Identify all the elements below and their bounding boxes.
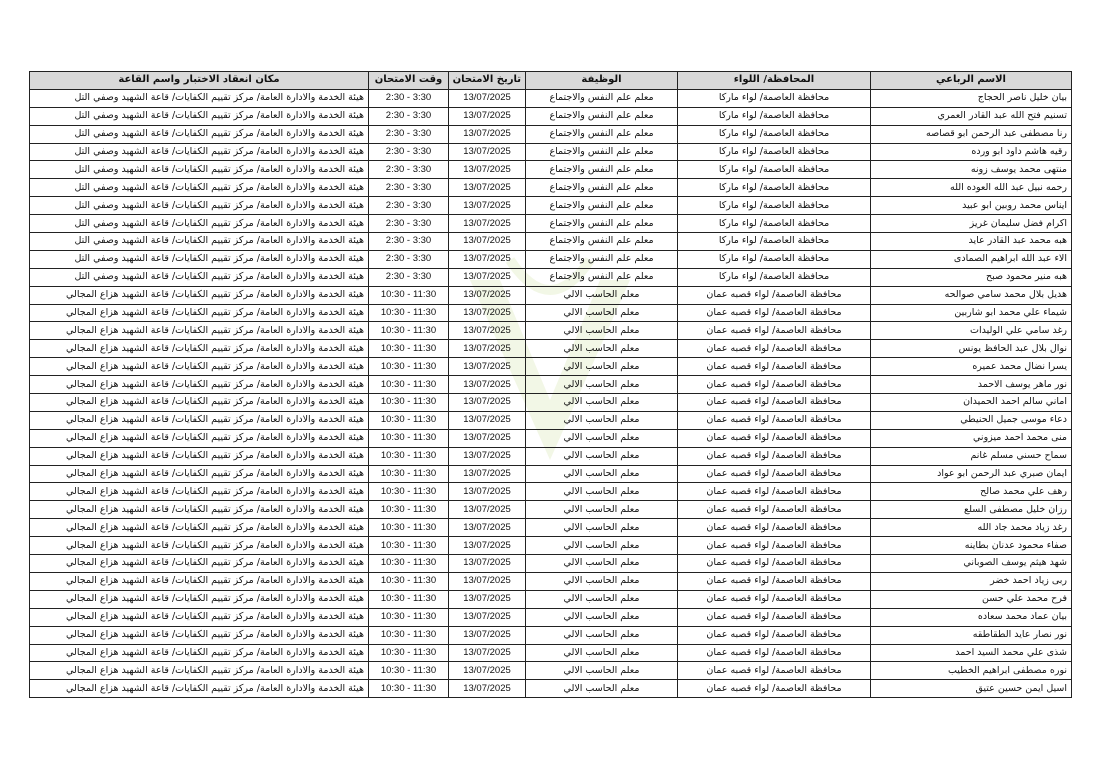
table-row bbox=[30, 197, 1072, 215]
cell-date: 13/07/2025 bbox=[449, 233, 526, 251]
table-row bbox=[30, 411, 1072, 429]
table-row bbox=[30, 465, 1072, 483]
cell-time: 10:30 - 11:30 bbox=[369, 322, 449, 340]
table-header-row bbox=[30, 72, 1072, 90]
cell-place: هيئة الخدمة والادارة العامة/ مركز تقييم الكفايات/ قاعة الشهيد وصفي التل bbox=[30, 268, 369, 286]
cell-place: هيئة الخدمة والادارة العامة/ مركز تقييم الكفايات/ قاعة الشهيد هزاع المجالي bbox=[30, 626, 369, 644]
cell-name: رحمه نبيل عبد الله العوده الله bbox=[871, 179, 1072, 197]
cell-job: معلم علم النفس والاجتماع bbox=[526, 179, 678, 197]
cell-date: 13/07/2025 bbox=[449, 537, 526, 555]
cell-date: 13/07/2025 bbox=[449, 143, 526, 161]
cell-governorate: محافظة العاصمة/ لواء ماركا bbox=[678, 161, 871, 179]
cell-governorate: محافظة العاصمة/ لواء قصبه عمان bbox=[678, 590, 871, 608]
cell-name: بيان خليل ناصر الحجاج bbox=[871, 89, 1072, 107]
cell-job: معلم علم النفس والاجتماع bbox=[526, 268, 678, 286]
cell-date: 13/07/2025 bbox=[449, 429, 526, 447]
cell-governorate: محافظة العاصمة/ لواء قصبه عمان bbox=[678, 608, 871, 626]
cell-governorate: محافظة العاصمة/ لواء قصبه عمان bbox=[678, 304, 871, 322]
cell-name: هبه محمد عبد القادر عايد bbox=[871, 233, 1072, 251]
cell-job: معلم علم النفس والاجتماع bbox=[526, 89, 678, 107]
cell-name: رقيه هاشم داود ابو ورده bbox=[871, 143, 1072, 161]
cell-time: 10:30 - 11:30 bbox=[369, 626, 449, 644]
cell-date: 13/07/2025 bbox=[449, 125, 526, 143]
cell-date: 13/07/2025 bbox=[449, 394, 526, 412]
cell-governorate: محافظة العاصمة/ لواء قصبه عمان bbox=[678, 340, 871, 358]
cell-place: هيئة الخدمة والادارة العامة/ مركز تقييم الكفايات/ قاعة الشهيد هزاع المجالي bbox=[30, 429, 369, 447]
cell-place: هيئة الخدمة والادارة العامة/ مركز تقييم الكفايات/ قاعة الشهيد وصفي التل bbox=[30, 125, 369, 143]
cell-place: هيئة الخدمة والادارة العامة/ مركز تقييم الكفايات/ قاعة الشهيد هزاع المجالي bbox=[30, 537, 369, 555]
cell-time: 10:30 - 11:30 bbox=[369, 501, 449, 519]
cell-time: 10:30 - 11:30 bbox=[369, 340, 449, 358]
cell-job: معلم علم النفس والاجتماع bbox=[526, 161, 678, 179]
cell-governorate: محافظة العاصمة/ لواء قصبه عمان bbox=[678, 411, 871, 429]
cell-time: 2:30 - 3:30 bbox=[369, 197, 449, 215]
cell-date: 13/07/2025 bbox=[449, 662, 526, 680]
cell-date: 13/07/2025 bbox=[449, 304, 526, 322]
cell-time: 2:30 - 3:30 bbox=[369, 107, 449, 125]
cell-job: معلم الحاسب الالي bbox=[526, 358, 678, 376]
cell-governorate: محافظة العاصمة/ لواء قصبه عمان bbox=[678, 429, 871, 447]
cell-name: رغد زياد محمد جاد الله bbox=[871, 519, 1072, 537]
header-place: مكان انعقاد الاختبار واسم القاعة bbox=[30, 72, 369, 90]
cell-job: معلم علم النفس والاجتماع bbox=[526, 107, 678, 125]
cell-job: معلم الحاسب الالي bbox=[526, 555, 678, 573]
cell-governorate: محافظة العاصمة/ لواء قصبه عمان bbox=[678, 447, 871, 465]
cell-date: 13/07/2025 bbox=[449, 626, 526, 644]
table-row bbox=[30, 358, 1072, 376]
table-row bbox=[30, 376, 1072, 394]
cell-place: هيئة الخدمة والادارة العامة/ مركز تقييم الكفايات/ قاعة الشهيد هزاع المجالي bbox=[30, 286, 369, 304]
cell-place: هيئة الخدمة والادارة العامة/ مركز تقييم الكفايات/ قاعة الشهيد هزاع المجالي bbox=[30, 644, 369, 662]
cell-date: 13/07/2025 bbox=[449, 179, 526, 197]
cell-date: 13/07/2025 bbox=[449, 572, 526, 590]
cell-place: هيئة الخدمة والادارة العامة/ مركز تقييم الكفايات/ قاعة الشهيد هزاع المجالي bbox=[30, 662, 369, 680]
cell-name: نوال بلال عبد الحافظ يونس bbox=[871, 340, 1072, 358]
cell-time: 10:30 - 11:30 bbox=[369, 662, 449, 680]
exam-schedule-table bbox=[29, 71, 1072, 698]
cell-governorate: محافظة العاصمة/ لواء قصبه عمان bbox=[678, 555, 871, 573]
table-row bbox=[30, 233, 1072, 251]
cell-place: هيئة الخدمة والادارة العامة/ مركز تقييم الكفايات/ قاعة الشهيد هزاع المجالي bbox=[30, 447, 369, 465]
cell-governorate: محافظة العاصمة/ لواء ماركا bbox=[678, 143, 871, 161]
cell-name: منتهى محمد يوسف زونه bbox=[871, 161, 1072, 179]
cell-governorate: محافظة العاصمة/ لواء ماركا bbox=[678, 107, 871, 125]
cell-job: معلم الحاسب الالي bbox=[526, 465, 678, 483]
cell-date: 13/07/2025 bbox=[449, 680, 526, 698]
cell-time: 10:30 - 11:30 bbox=[369, 680, 449, 698]
header-job: الوظيفة bbox=[526, 72, 678, 90]
cell-job: معلم علم النفس والاجتماع bbox=[526, 233, 678, 251]
table-row bbox=[30, 89, 1072, 107]
cell-governorate: محافظة العاصمة/ لواء ماركا bbox=[678, 89, 871, 107]
cell-time: 10:30 - 11:30 bbox=[369, 286, 449, 304]
cell-place: هيئة الخدمة والادارة العامة/ مركز تقييم الكفايات/ قاعة الشهيد هزاع المجالي bbox=[30, 376, 369, 394]
cell-governorate: محافظة العاصمة/ لواء ماركا bbox=[678, 233, 871, 251]
cell-job: معلم علم النفس والاجتماع bbox=[526, 125, 678, 143]
cell-governorate: محافظة العاصمة/ لواء قصبه عمان bbox=[678, 537, 871, 555]
table-row bbox=[30, 250, 1072, 268]
header-governorate: المحافظة/ اللواء bbox=[678, 72, 871, 90]
cell-name: ربى زياد احمد خضر bbox=[871, 572, 1072, 590]
cell-job: معلم الحاسب الالي bbox=[526, 411, 678, 429]
table-row bbox=[30, 555, 1072, 573]
table-row bbox=[30, 429, 1072, 447]
cell-date: 13/07/2025 bbox=[449, 483, 526, 501]
cell-governorate: محافظة العاصمة/ لواء ماركا bbox=[678, 179, 871, 197]
cell-date: 13/07/2025 bbox=[449, 608, 526, 626]
cell-name: نوره مصطفى ابراهيم الخطيب bbox=[871, 662, 1072, 680]
table-row bbox=[30, 394, 1072, 412]
cell-place: هيئة الخدمة والادارة العامة/ مركز تقييم الكفايات/ قاعة الشهيد وصفي التل bbox=[30, 179, 369, 197]
cell-job: معلم الحاسب الالي bbox=[526, 429, 678, 447]
cell-name: هديل بلال محمد سامي صوالحه bbox=[871, 286, 1072, 304]
cell-name: شيماء علي محمد ابو شاربين bbox=[871, 304, 1072, 322]
cell-job: معلم الحاسب الالي bbox=[526, 394, 678, 412]
cell-date: 13/07/2025 bbox=[449, 519, 526, 537]
cell-time: 10:30 - 11:30 bbox=[369, 358, 449, 376]
cell-job: معلم الحاسب الالي bbox=[526, 322, 678, 340]
cell-time: 2:30 - 3:30 bbox=[369, 161, 449, 179]
cell-time: 10:30 - 11:30 bbox=[369, 447, 449, 465]
cell-place: هيئة الخدمة والادارة العامة/ مركز تقييم الكفايات/ قاعة الشهيد وصفي التل bbox=[30, 89, 369, 107]
cell-date: 13/07/2025 bbox=[449, 358, 526, 376]
cell-job: معلم الحاسب الالي bbox=[526, 304, 678, 322]
header-date: تاريخ الامتحان bbox=[449, 72, 526, 90]
cell-name: صفاء محمود عدنان بطاينه bbox=[871, 537, 1072, 555]
cell-time: 10:30 - 11:30 bbox=[369, 572, 449, 590]
cell-time: 10:30 - 11:30 bbox=[369, 590, 449, 608]
cell-job: معلم الحاسب الالي bbox=[526, 680, 678, 698]
table-row bbox=[30, 304, 1072, 322]
cell-governorate: محافظة العاصمة/ لواء قصبه عمان bbox=[678, 394, 871, 412]
cell-job: معلم الحاسب الالي bbox=[526, 501, 678, 519]
cell-place: هيئة الخدمة والادارة العامة/ مركز تقييم الكفايات/ قاعة الشهيد هزاع المجالي bbox=[30, 572, 369, 590]
cell-name: دعاء موسى جميل الحنيطي bbox=[871, 411, 1072, 429]
cell-time: 2:30 - 3:30 bbox=[369, 125, 449, 143]
table-row bbox=[30, 519, 1072, 537]
table-row bbox=[30, 125, 1072, 143]
cell-date: 13/07/2025 bbox=[449, 644, 526, 662]
cell-place: هيئة الخدمة والادارة العامة/ مركز تقييم الكفايات/ قاعة الشهيد هزاع المجالي bbox=[30, 501, 369, 519]
cell-job: معلم الحاسب الالي bbox=[526, 376, 678, 394]
cell-time: 2:30 - 3:30 bbox=[369, 179, 449, 197]
cell-name: رزان خليل مصطفى السلع bbox=[871, 501, 1072, 519]
cell-name: رهف علي محمد صالح bbox=[871, 483, 1072, 501]
cell-name: هبه منير محمود صبح bbox=[871, 268, 1072, 286]
cell-time: 2:30 - 3:30 bbox=[369, 268, 449, 286]
cell-place: هيئة الخدمة والادارة العامة/ مركز تقييم الكفايات/ قاعة الشهيد هزاع المجالي bbox=[30, 322, 369, 340]
cell-time: 10:30 - 11:30 bbox=[369, 644, 449, 662]
cell-date: 13/07/2025 bbox=[449, 590, 526, 608]
cell-time: 10:30 - 11:30 bbox=[369, 394, 449, 412]
cell-governorate: محافظة العاصمة/ لواء قصبه عمان bbox=[678, 483, 871, 501]
table-row bbox=[30, 340, 1072, 358]
cell-job: معلم الحاسب الالي bbox=[526, 519, 678, 537]
cell-date: 13/07/2025 bbox=[449, 215, 526, 233]
table-row bbox=[30, 572, 1072, 590]
cell-name: نور نصار عايد الطقاطقه bbox=[871, 626, 1072, 644]
cell-name: ايمان صبري عبد الرحمن ابو عواد bbox=[871, 465, 1072, 483]
cell-name: نور ماهر يوسف الاحمد bbox=[871, 376, 1072, 394]
cell-governorate: محافظة العاصمة/ لواء ماركا bbox=[678, 197, 871, 215]
cell-date: 13/07/2025 bbox=[449, 555, 526, 573]
cell-place: هيئة الخدمة والادارة العامة/ مركز تقييم الكفايات/ قاعة الشهيد هزاع المجالي bbox=[30, 680, 369, 698]
cell-date: 13/07/2025 bbox=[449, 107, 526, 125]
header-name: الاسم الرباعي bbox=[871, 72, 1072, 90]
cell-place: هيئة الخدمة والادارة العامة/ مركز تقييم الكفايات/ قاعة الشهيد هزاع المجالي bbox=[30, 608, 369, 626]
cell-name: اماني سالم احمد الحميدان bbox=[871, 394, 1072, 412]
cell-date: 13/07/2025 bbox=[449, 501, 526, 519]
cell-place: هيئة الخدمة والادارة العامة/ مركز تقييم الكفايات/ قاعة الشهيد هزاع المجالي bbox=[30, 519, 369, 537]
cell-job: معلم الحاسب الالي bbox=[526, 483, 678, 501]
cell-date: 13/07/2025 bbox=[449, 322, 526, 340]
cell-job: معلم الحاسب الالي bbox=[526, 608, 678, 626]
cell-date: 13/07/2025 bbox=[449, 161, 526, 179]
cell-date: 13/07/2025 bbox=[449, 197, 526, 215]
cell-place: هيئة الخدمة والادارة العامة/ مركز تقييم الكفايات/ قاعة الشهيد هزاع المجالي bbox=[30, 465, 369, 483]
table-row bbox=[30, 662, 1072, 680]
cell-place: هيئة الخدمة والادارة العامة/ مركز تقييم الكفايات/ قاعة الشهيد وصفي التل bbox=[30, 250, 369, 268]
cell-time: 10:30 - 11:30 bbox=[369, 519, 449, 537]
cell-place: هيئة الخدمة والادارة العامة/ مركز تقييم الكفايات/ قاعة الشهيد هزاع المجالي bbox=[30, 358, 369, 376]
cell-job: معلم الحاسب الالي bbox=[526, 626, 678, 644]
cell-place: هيئة الخدمة والادارة العامة/ مركز تقييم الكفايات/ قاعة الشهيد هزاع المجالي bbox=[30, 590, 369, 608]
cell-date: 13/07/2025 bbox=[449, 465, 526, 483]
cell-name: شذى علي محمد السيد احمد bbox=[871, 644, 1072, 662]
table-row bbox=[30, 143, 1072, 161]
cell-governorate: محافظة العاصمة/ لواء ماركا bbox=[678, 250, 871, 268]
cell-governorate: محافظة العاصمة/ لواء ماركا bbox=[678, 215, 871, 233]
cell-job: معلم علم النفس والاجتماع bbox=[526, 143, 678, 161]
table-row bbox=[30, 161, 1072, 179]
table-row bbox=[30, 501, 1072, 519]
table-body bbox=[30, 89, 1072, 697]
table-row bbox=[30, 626, 1072, 644]
cell-governorate: محافظة العاصمة/ لواء ماركا bbox=[678, 125, 871, 143]
cell-place: هيئة الخدمة والادارة العامة/ مركز تقييم الكفايات/ قاعة الشهيد هزاع المجالي bbox=[30, 304, 369, 322]
cell-time: 10:30 - 11:30 bbox=[369, 411, 449, 429]
cell-place: هيئة الخدمة والادارة العامة/ مركز تقييم الكفايات/ قاعة الشهيد وصفي التل bbox=[30, 161, 369, 179]
table-row bbox=[30, 447, 1072, 465]
cell-name: بيان عماد محمد سعاده bbox=[871, 608, 1072, 626]
cell-place: هيئة الخدمة والادارة العامة/ مركز تقييم الكفايات/ قاعة الشهيد وصفي التل bbox=[30, 107, 369, 125]
cell-name: الاء عبد الله ابراهيم الصمادى bbox=[871, 250, 1072, 268]
cell-job: معلم الحاسب الالي bbox=[526, 662, 678, 680]
cell-time: 10:30 - 11:30 bbox=[369, 376, 449, 394]
table-row bbox=[30, 483, 1072, 501]
cell-job: معلم الحاسب الالي bbox=[526, 590, 678, 608]
cell-governorate: محافظة العاصمة/ لواء قصبه عمان bbox=[678, 644, 871, 662]
cell-name: فرح محمد علي حسن bbox=[871, 590, 1072, 608]
table-row bbox=[30, 215, 1072, 233]
cell-name: ايناس محمد روبين ابو عبيد bbox=[871, 197, 1072, 215]
table-row bbox=[30, 268, 1072, 286]
cell-governorate: محافظة العاصمة/ لواء قصبه عمان bbox=[678, 465, 871, 483]
cell-job: معلم الحاسب الالي bbox=[526, 286, 678, 304]
cell-time: 10:30 - 11:30 bbox=[369, 483, 449, 501]
table-row bbox=[30, 286, 1072, 304]
cell-governorate: محافظة العاصمة/ لواء قصبه عمان bbox=[678, 286, 871, 304]
cell-name: منى محمد احمد ميزوني bbox=[871, 429, 1072, 447]
cell-job: معلم الحاسب الالي bbox=[526, 447, 678, 465]
cell-date: 13/07/2025 bbox=[449, 376, 526, 394]
cell-time: 2:30 - 3:30 bbox=[369, 250, 449, 268]
table-row bbox=[30, 608, 1072, 626]
cell-date: 13/07/2025 bbox=[449, 268, 526, 286]
cell-date: 13/07/2025 bbox=[449, 286, 526, 304]
cell-name: اكرام فضل سليمان غريز bbox=[871, 215, 1072, 233]
table-row bbox=[30, 322, 1072, 340]
header-time: وقت الامتحان bbox=[369, 72, 449, 90]
cell-governorate: محافظة العاصمة/ لواء قصبه عمان bbox=[678, 358, 871, 376]
cell-place: هيئة الخدمة والادارة العامة/ مركز تقييم الكفايات/ قاعة الشهيد هزاع المجالي bbox=[30, 555, 369, 573]
cell-place: هيئة الخدمة والادارة العامة/ مركز تقييم الكفايات/ قاعة الشهيد وصفي التل bbox=[30, 233, 369, 251]
cell-governorate: محافظة العاصمة/ لواء قصبه عمان bbox=[678, 376, 871, 394]
cell-job: معلم الحاسب الالي bbox=[526, 537, 678, 555]
table-row bbox=[30, 537, 1072, 555]
cell-name: سماح حسني مسلم غانم bbox=[871, 447, 1072, 465]
table-row bbox=[30, 107, 1072, 125]
cell-date: 13/07/2025 bbox=[449, 340, 526, 358]
cell-time: 10:30 - 11:30 bbox=[369, 429, 449, 447]
cell-job: معلم الحاسب الالي bbox=[526, 644, 678, 662]
cell-place: هيئة الخدمة والادارة العامة/ مركز تقييم الكفايات/ قاعة الشهيد هزاع المجالي bbox=[30, 411, 369, 429]
cell-time: 2:30 - 3:30 bbox=[369, 143, 449, 161]
cell-place: هيئة الخدمة والادارة العامة/ مركز تقييم الكفايات/ قاعة الشهيد وصفي التل bbox=[30, 197, 369, 215]
cell-date: 13/07/2025 bbox=[449, 411, 526, 429]
cell-governorate: محافظة العاصمة/ لواء قصبه عمان bbox=[678, 680, 871, 698]
cell-time: 2:30 - 3:30 bbox=[369, 89, 449, 107]
table-row bbox=[30, 680, 1072, 698]
cell-job: معلم علم النفس والاجتماع bbox=[526, 250, 678, 268]
cell-governorate: محافظة العاصمة/ لواء قصبه عمان bbox=[678, 572, 871, 590]
cell-place: هيئة الخدمة والادارة العامة/ مركز تقييم الكفايات/ قاعة الشهيد هزاع المجالي bbox=[30, 394, 369, 412]
cell-name: اسيل ايمن حسين عتيق bbox=[871, 680, 1072, 698]
cell-time: 2:30 - 3:30 bbox=[369, 233, 449, 251]
cell-job: معلم علم النفس والاجتماع bbox=[526, 197, 678, 215]
cell-time: 10:30 - 11:30 bbox=[369, 537, 449, 555]
cell-place: هيئة الخدمة والادارة العامة/ مركز تقييم الكفايات/ قاعة الشهيد هزاع المجالي bbox=[30, 340, 369, 358]
cell-time: 10:30 - 11:30 bbox=[369, 304, 449, 322]
cell-governorate: محافظة العاصمة/ لواء ماركا bbox=[678, 268, 871, 286]
cell-name: رغد سامي علي الوليدات bbox=[871, 322, 1072, 340]
cell-job: معلم الحاسب الالي bbox=[526, 572, 678, 590]
cell-date: 13/07/2025 bbox=[449, 250, 526, 268]
cell-time: 2:30 - 3:30 bbox=[369, 215, 449, 233]
cell-governorate: محافظة العاصمة/ لواء قصبه عمان bbox=[678, 519, 871, 537]
cell-time: 10:30 - 11:30 bbox=[369, 608, 449, 626]
cell-name: يسرا نضال محمد عميره bbox=[871, 358, 1072, 376]
cell-name: شهد هيثم يوسف الصوباني bbox=[871, 555, 1072, 573]
cell-governorate: محافظة العاصمة/ لواء قصبه عمان bbox=[678, 322, 871, 340]
cell-job: معلم الحاسب الالي bbox=[526, 340, 678, 358]
cell-time: 10:30 - 11:30 bbox=[369, 465, 449, 483]
cell-place: هيئة الخدمة والادارة العامة/ مركز تقييم الكفايات/ قاعة الشهيد وصفي التل bbox=[30, 215, 369, 233]
cell-governorate: محافظة العاصمة/ لواء قصبه عمان bbox=[678, 501, 871, 519]
cell-time: 10:30 - 11:30 bbox=[369, 555, 449, 573]
cell-name: رنا مصطفى عبد الرحمن ابو قصاصه bbox=[871, 125, 1072, 143]
cell-place: هيئة الخدمة والادارة العامة/ مركز تقييم الكفايات/ قاعة الشهيد هزاع المجالي bbox=[30, 483, 369, 501]
cell-governorate: محافظة العاصمة/ لواء قصبه عمان bbox=[678, 626, 871, 644]
cell-job: معلم علم النفس والاجتماع bbox=[526, 215, 678, 233]
table-row bbox=[30, 590, 1072, 608]
cell-date: 13/07/2025 bbox=[449, 447, 526, 465]
table-row bbox=[30, 644, 1072, 662]
table-row bbox=[30, 179, 1072, 197]
cell-name: تسنيم فتح الله عبد القادر العمري bbox=[871, 107, 1072, 125]
cell-date: 13/07/2025 bbox=[449, 89, 526, 107]
cell-place: هيئة الخدمة والادارة العامة/ مركز تقييم الكفايات/ قاعة الشهيد وصفي التل bbox=[30, 143, 369, 161]
cell-governorate: محافظة العاصمة/ لواء قصبه عمان bbox=[678, 662, 871, 680]
